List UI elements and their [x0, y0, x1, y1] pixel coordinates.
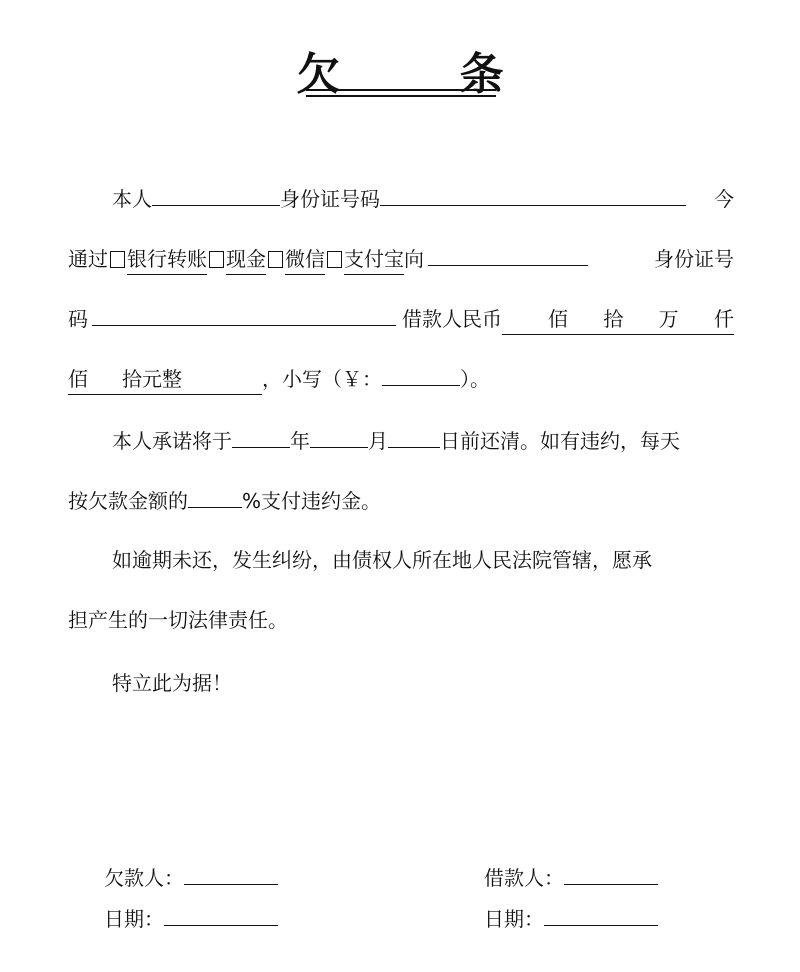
checkbox-cash[interactable]	[209, 251, 224, 268]
para-line-7	[68, 545, 734, 575]
text: 特立此为据！	[112, 671, 232, 695]
debtor-signature	[104, 862, 278, 893]
text: 身份证号码	[280, 187, 380, 211]
lender-name-blank[interactable]	[428, 243, 588, 266]
creditor-date-blank[interactable]	[544, 903, 658, 926]
text: 向	[404, 247, 424, 271]
title-rule-bottom	[306, 95, 496, 97]
para-line-2	[68, 243, 734, 275]
checkbox-alipay[interactable]	[327, 251, 342, 268]
text: %支付违约金。	[242, 489, 382, 513]
day-blank[interactable]	[388, 425, 440, 448]
text: 月	[368, 429, 388, 453]
penalty-percent-blank[interactable]	[188, 485, 242, 508]
text: 如逾期未还，发生纠纷，由债权人所在地人民法院管辖，愿承	[112, 548, 652, 572]
unit-wan: 万	[658, 307, 679, 331]
text: 日前还清。如有违约，每天	[440, 429, 680, 453]
para-line-5	[68, 425, 734, 456]
name-blank[interactable]	[152, 183, 280, 206]
unit-bai: 佰	[68, 367, 88, 391]
option-alipay-label: 支付宝	[344, 244, 404, 275]
unit-shi: 拾	[603, 307, 624, 331]
text: 身份证号	[654, 247, 734, 271]
option-bank-transfer-label: 银行转账	[127, 244, 207, 275]
para-line-3	[68, 303, 734, 335]
document-title: 欠 条	[296, 49, 556, 100]
text: 今	[714, 187, 734, 211]
creditor-date	[484, 903, 658, 934]
debtor-date	[104, 903, 278, 934]
unit-bai: 佰	[548, 307, 568, 331]
text: 通过	[68, 247, 108, 271]
unit-yuan: 拾元整	[122, 367, 182, 391]
para-line-1	[68, 183, 734, 214]
text: 本人承诺将于	[112, 429, 232, 453]
para-line-4	[68, 363, 734, 395]
text: 年	[290, 429, 310, 453]
creditor-label: 借款人：	[484, 866, 564, 890]
creditor-signature	[484, 862, 658, 893]
debtor-blank[interactable]	[184, 862, 278, 885]
amount-chinese-blank[interactable]	[502, 304, 734, 335]
text: 码	[68, 307, 88, 331]
debtor-label: 欠款人：	[104, 866, 184, 890]
id-number-blank[interactable]	[380, 183, 686, 206]
option-cash-label: 现金	[226, 244, 266, 275]
para-line-9	[68, 668, 734, 698]
creditor-blank[interactable]	[564, 862, 658, 885]
date-label: 日期：	[104, 907, 164, 931]
para-line-8	[68, 605, 734, 635]
text: 担产生的一切法律责任。	[68, 608, 288, 632]
debtor-date-blank[interactable]	[164, 903, 278, 926]
option-wechat-label: 微信	[285, 244, 325, 275]
text: 本人	[112, 187, 152, 211]
year-blank[interactable]	[232, 425, 290, 448]
text: ）。	[460, 367, 490, 391]
para-line-6	[68, 485, 734, 516]
text: ，小写（￥：	[262, 367, 382, 391]
amount-number-blank[interactable]	[382, 363, 460, 386]
title-rule-top	[306, 89, 496, 91]
amount-chinese-blank-cont[interactable]	[68, 364, 262, 395]
checkbox-bank-transfer[interactable]	[110, 251, 125, 268]
month-blank[interactable]	[310, 425, 368, 448]
lender-id-blank[interactable]	[92, 303, 396, 326]
unit-qian: 仟	[713, 307, 734, 331]
checkbox-wechat[interactable]	[268, 251, 283, 268]
date-label: 日期：	[484, 907, 544, 931]
text: 按欠款金额的	[68, 489, 188, 513]
text: 借款人民币	[402, 307, 502, 331]
